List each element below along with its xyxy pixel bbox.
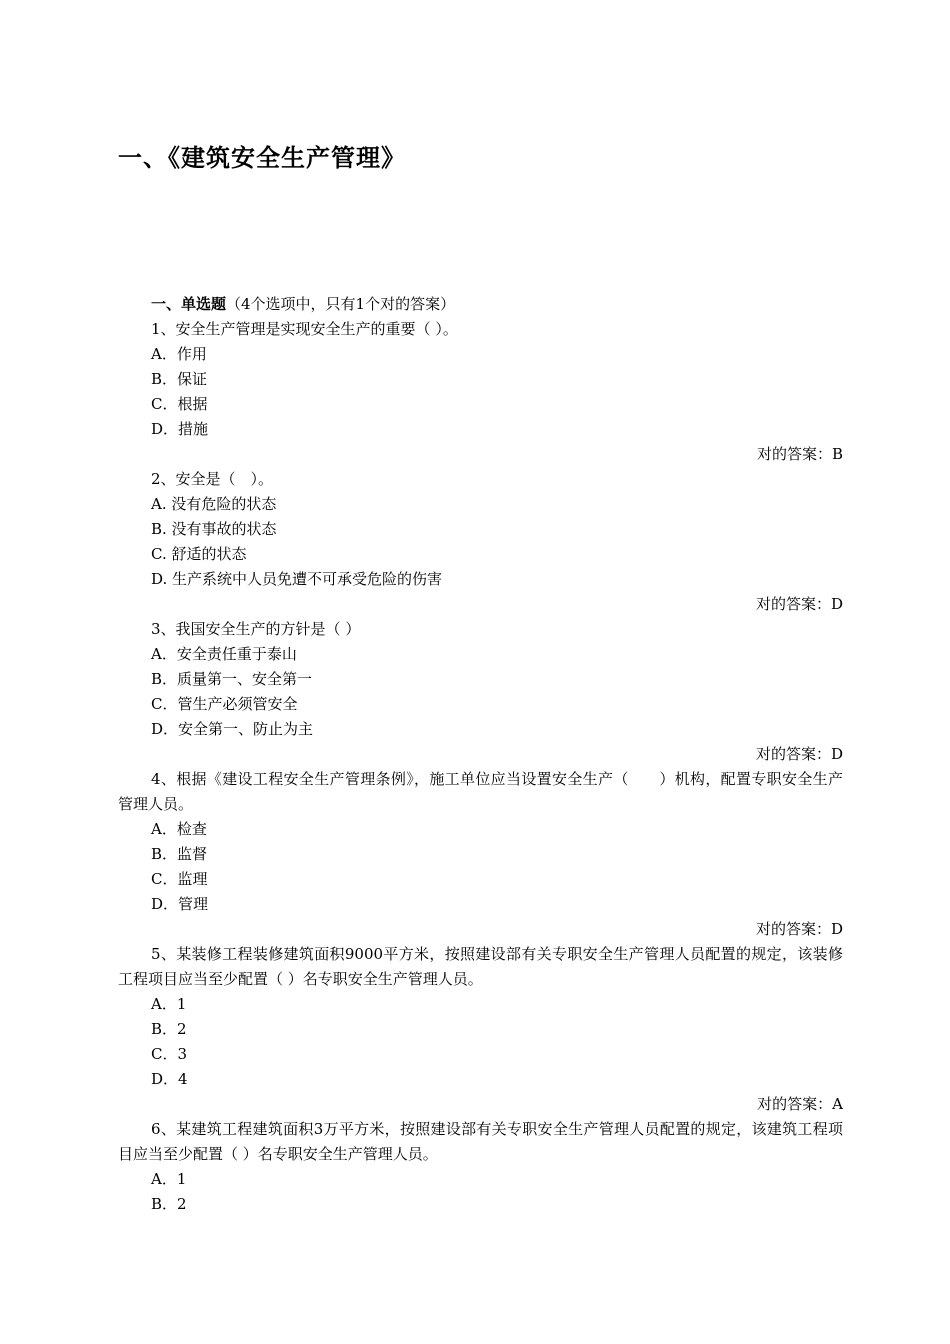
question-6-option-a: A．1: [151, 1170, 187, 1188]
question-2-answer: 对的答案：D: [755, 595, 843, 613]
question-4-option-d: D．管理: [151, 895, 209, 913]
question-4-option-c: C．监理: [151, 870, 208, 888]
question-4-option-a: A．检查: [151, 820, 207, 838]
question-3-option-c: C．管生产必须管安全: [151, 695, 298, 713]
question-5-answer: 对的答案：A: [757, 1095, 843, 1113]
question-3-answer: 对的答案：D: [755, 745, 843, 763]
question-5-option-d: D．4: [151, 1070, 188, 1088]
question-2-option-b: B. 没有事故的状态: [151, 520, 277, 538]
question-5-option-c: C．3: [151, 1045, 188, 1063]
question-6-text: 6、某建筑工程建筑面积3万平方米，按照建设部有关专职安全生产管理人员配置的规定，该建筑工程项目应当至少配置（ ）名专职安全生产管理人员。: [118, 1120, 843, 1163]
question-1-option-a: A．作用: [151, 345, 207, 363]
question-2-option-a: A. 没有危险的状态: [151, 495, 277, 513]
question-1-option-b: B．保证: [151, 370, 208, 388]
question-5-option-b: B．2: [151, 1020, 187, 1038]
page-title: 一、《建筑安全生产管理》: [118, 144, 406, 172]
question-3-option-a: A．安全责任重于泰山: [151, 645, 297, 663]
question-4-answer: 对的答案：D: [755, 920, 843, 938]
question-6-option-b: B．2: [151, 1195, 187, 1213]
question-5-text: 5、某装修工程装修建筑面积9000平方米，按照建设部有关专职安全生产管理人员配置的规定，该装修工程项目应当至少配置（ ）名专职安全生产管理人员。: [118, 945, 843, 988]
question-2-text: 2、安全是（ ）。: [151, 470, 274, 488]
question-2-option-d: D. 生产系统中人员免遭不可承受危险的伤害: [151, 570, 443, 588]
question-3-text: 3、我国安全生产的方针是（ ）: [151, 620, 361, 638]
section-heading: [118, 292, 843, 317]
question-list: [118, 292, 843, 1217]
question-1-option-c: C．根据: [151, 395, 208, 413]
question-2-option-c: C. 舒适的状态: [151, 545, 247, 563]
section-heading-note: （4个选项中，只有1个对的答案）: [226, 295, 456, 313]
question-4-text: 4、根据《建设工程安全生产管理条例》，施工单位应当设置安全生产（ ）机构，配置专职安全生产管理人员。: [118, 770, 843, 813]
question-3-option-b: B．质量第一、安全第一: [151, 670, 313, 688]
question-3-option-d: D．安全第一、防止为主: [151, 720, 314, 738]
section-heading-label: 一、单选题: [151, 295, 227, 313]
question-5-option-a: A．1: [151, 995, 187, 1013]
question-4-option-b: B．监督: [151, 845, 208, 863]
question-1-answer: 对的答案：B: [756, 445, 843, 463]
question-1-option-d: D．措施: [151, 420, 209, 438]
question-1-text: 1、安全生产管理是实现安全生产的重要（ ）。: [151, 320, 458, 338]
